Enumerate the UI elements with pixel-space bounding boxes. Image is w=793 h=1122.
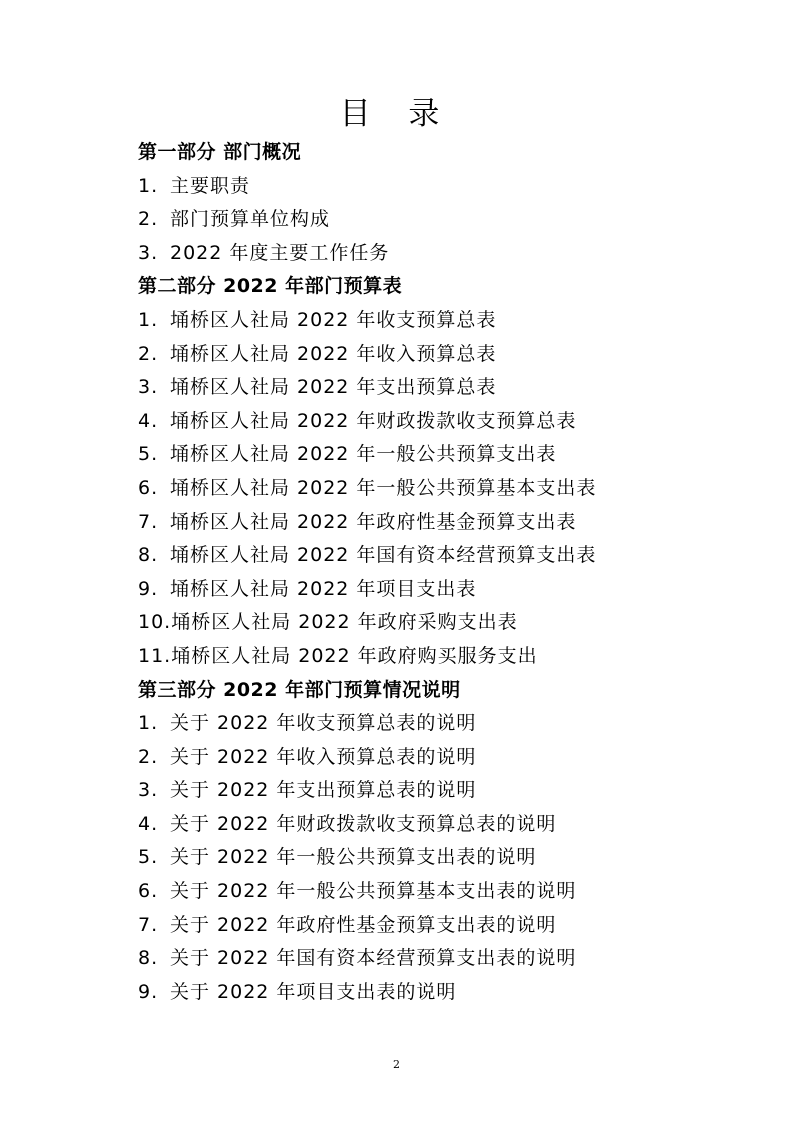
entry-number: 1. <box>138 308 159 331</box>
toc-entry <box>138 640 738 674</box>
entry-number: 11. <box>138 644 172 667</box>
entry-text: 埇桥区人社局 2022 年项目支出表 <box>170 577 477 600</box>
toc-entry <box>138 774 738 808</box>
entry-text: 埇桥区人社局 2022 年支出预算总表 <box>170 376 497 399</box>
entry-text: 关于 2022 年项目支出表的说明 <box>170 980 457 1003</box>
toc-entry <box>138 741 738 775</box>
toc-entry <box>138 438 738 472</box>
toc-entry <box>138 875 738 909</box>
toc-entry <box>138 338 738 372</box>
entry-text: 埇桥区人社局 2022 年国有资本经营预算支出表 <box>170 544 597 567</box>
entry-number: 4. <box>138 812 159 835</box>
entry-text: 关于 2022 年支出预算总表的说明 <box>170 779 477 802</box>
entry-number: 2. <box>138 745 159 768</box>
entry-text: 关于 2022 年一般公共预算基本支出表的说明 <box>170 880 577 903</box>
toc-entry <box>138 203 738 237</box>
entry-number: 7. <box>138 913 159 936</box>
entry-number: 2. <box>138 208 159 231</box>
entry-text: 埇桥区人社局 2022 年政府购买服务支出 <box>171 644 538 667</box>
entry-number: 6. <box>138 880 159 903</box>
entry-number: 5. <box>138 846 159 869</box>
entry-number: 9. <box>138 577 159 600</box>
toc-entry <box>138 170 738 204</box>
entry-number: 2. <box>138 342 159 365</box>
entry-text: 2022 年度主要工作任务 <box>170 241 390 264</box>
page-number: 2 <box>393 1058 400 1071</box>
toc-entry <box>138 304 738 338</box>
entry-number: 3. <box>138 376 159 399</box>
entry-text: 关于 2022 年政府性基金预算支出表的说明 <box>170 913 557 936</box>
toc-entry <box>138 841 738 875</box>
toc-entry <box>138 472 738 506</box>
toc-entry <box>138 573 738 607</box>
entry-text: 埇桥区人社局 2022 年财政拨款收支预算总表 <box>170 409 577 432</box>
toc-entry <box>138 976 738 1010</box>
toc-entry <box>138 539 738 573</box>
entry-text: 关于 2022 年国有资本经营预算支出表的说明 <box>170 947 577 970</box>
entry-number: 3. <box>138 241 159 264</box>
section-heading: 第二部分 2022 年部门预算表 <box>138 275 403 298</box>
entry-number: 1. <box>138 174 159 197</box>
entry-text: 埇桥区人社局 2022 年政府采购支出表 <box>171 611 518 634</box>
toc-entry <box>138 506 738 540</box>
section-heading: 第三部分 2022 年部门预算情况说明 <box>138 678 461 701</box>
toc-entry <box>138 606 738 640</box>
toc-entry <box>138 909 738 943</box>
toc-entry <box>138 371 738 405</box>
entry-text: 埇桥区人社局 2022 年收支预算总表 <box>170 308 497 331</box>
entry-text: 关于 2022 年收入预算总表的说明 <box>170 745 477 768</box>
section-heading: 第一部分 部门概况 <box>138 141 302 163</box>
entry-number: 9. <box>138 980 159 1003</box>
entry-number: 3. <box>138 779 159 802</box>
entry-number: 8. <box>138 544 159 567</box>
entry-number: 7. <box>138 510 159 533</box>
entry-number: 8. <box>138 947 159 970</box>
toc-entry <box>138 942 738 976</box>
entry-number: 4. <box>138 409 159 432</box>
entry-text: 部门预算单位构成 <box>170 208 331 231</box>
entry-text: 埇桥区人社局 2022 年一般公共预算支出表 <box>170 443 557 466</box>
entry-number: 10. <box>138 611 172 634</box>
entry-number: 6. <box>138 476 159 499</box>
toc-entry <box>138 405 738 439</box>
entry-text: 埇桥区人社局 2022 年政府性基金预算支出表 <box>170 510 577 533</box>
entry-text: 埇桥区人社局 2022 年一般公共预算基本支出表 <box>170 476 597 499</box>
table-of-contents <box>138 136 738 1009</box>
toc-entry <box>138 707 738 741</box>
entry-text: 主要职责 <box>170 174 251 197</box>
entry-text: 关于 2022 年财政拨款收支预算总表的说明 <box>170 812 557 835</box>
entry-number: 1. <box>138 712 159 735</box>
entry-text: 埇桥区人社局 2022 年收入预算总表 <box>170 342 497 365</box>
toc-entry <box>138 237 738 271</box>
page-title: 目 录 <box>339 96 454 132</box>
toc-entry <box>138 808 738 842</box>
entry-text: 关于 2022 年一般公共预算支出表的说明 <box>170 846 537 869</box>
entry-number: 5. <box>138 443 159 466</box>
entry-text: 关于 2022 年收支预算总表的说明 <box>170 712 477 735</box>
